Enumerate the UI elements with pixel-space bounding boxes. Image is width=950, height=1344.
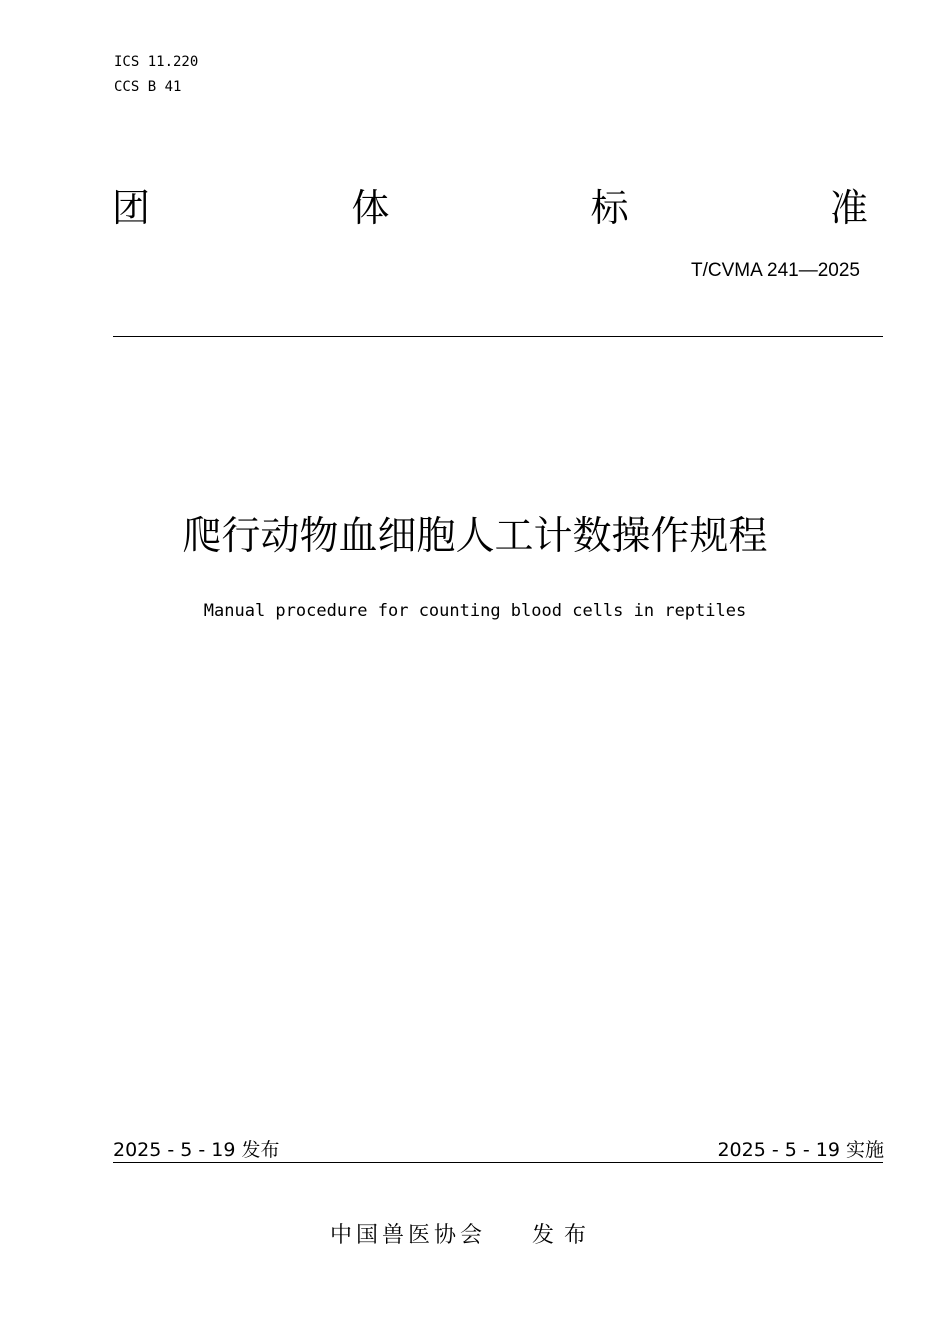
footer-divider — [113, 1162, 883, 1163]
standard-type-char: 准 — [829, 186, 868, 230]
header-divider — [113, 336, 883, 337]
implementation-date: 2025 - 5 - 19 实施 — [717, 1139, 884, 1161]
standard-type-char: 团 — [112, 186, 151, 230]
publisher-organization: 中国兽医协会 — [330, 1223, 487, 1248]
document-title-chinese: 爬行动物血细胞人工计数操作规程 — [182, 514, 768, 559]
standard-type-char: 体 — [351, 186, 390, 230]
standard-type-heading — [112, 186, 868, 230]
classification-codes — [114, 50, 198, 100]
date-row — [113, 1136, 884, 1164]
standard-type-char: 标 — [590, 186, 629, 230]
publisher-line — [330, 1220, 596, 1252]
issue-date: 2025 - 5 - 19 发布 — [113, 1139, 280, 1161]
ccs-code: CCS B 41 — [114, 79, 182, 95]
standard-number: T/CVMA 241—2025 — [691, 260, 860, 281]
publisher-action: 发布 — [532, 1223, 597, 1248]
ics-code: ICS 11.220 — [114, 54, 199, 70]
document-title-english: Manual procedure for counting blood cells in reptiles — [203, 601, 747, 621]
